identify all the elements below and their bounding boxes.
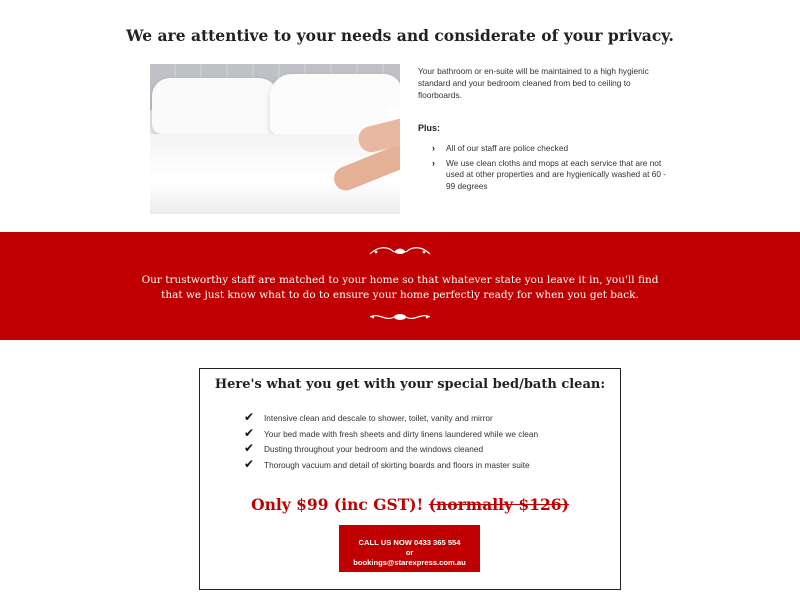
plus-list <box>432 143 672 195</box>
flourish-ornament-icon <box>368 310 432 324</box>
banner-text: Our trustworthy staff are matched to your home so that whatever state you leave it in, you'll find that we just know what to do to ensure your home perfectly ready for when you get back. <box>141 274 659 301</box>
list-item-label: Dusting throughout your bedroom and the windows cleaned <box>264 444 484 454</box>
list-item <box>432 143 672 155</box>
list-item-label: Your bed made with fresh sheets and dirty linens laundered while we clean <box>264 428 539 439</box>
offer-list <box>244 410 604 475</box>
chevron-right-icon: › <box>432 157 435 168</box>
list-item <box>432 158 672 193</box>
checkmark-icon: ✔ <box>244 456 255 471</box>
list-item-label: Thorough vacuum and detail of skirting boards and floors in master suite <box>264 459 530 470</box>
list-item-label: All of our staff are police checked <box>446 143 569 153</box>
trust-banner <box>0 232 800 340</box>
list-item-label: We use clean cloths and mops at each service that are not used at other properties and are hygienically washed at 60 - 99 degrees <box>446 157 667 191</box>
list-item-label: Intensive clean and descale to shower, toilet, vanity and mirror <box>264 413 493 423</box>
call-us-button[interactable] <box>339 525 480 572</box>
checkmark-icon: ✔ <box>244 441 255 455</box>
privacy-headline: We are attentive to your needs and considerate of your privacy. <box>126 26 674 45</box>
chevron-right-icon: › <box>432 143 435 153</box>
cta-email-label: bookings@starexpress.com.au <box>353 557 466 567</box>
checkmark-icon: ✔ <box>244 410 255 424</box>
list-item <box>244 441 604 455</box>
list-item <box>244 410 604 424</box>
price-text <box>200 495 620 514</box>
list-item <box>244 425 604 440</box>
cta-phone-label: CALL US NOW 0433 365 554 <box>358 537 461 547</box>
offer-box <box>199 368 621 590</box>
checkmark-icon: ✔ <box>244 425 255 440</box>
price-original: (normally $126) <box>428 495 569 514</box>
list-item <box>244 456 604 471</box>
offer-title: Here's what you get with your special bed/bath clean: <box>214 377 606 392</box>
bed-making-photo <box>150 64 400 214</box>
plus-label: Plus: <box>418 123 441 133</box>
cta-or-label: or <box>405 547 414 557</box>
privacy-intro-text: Your bathroom or en-suite will be maintained to a high hygienic standard and your bedroom cleaned from bed to ceiling to floorboards. <box>418 66 649 100</box>
price-current: Only $99 (inc GST)! <box>251 495 429 514</box>
flourish-ornament-icon <box>368 244 432 258</box>
